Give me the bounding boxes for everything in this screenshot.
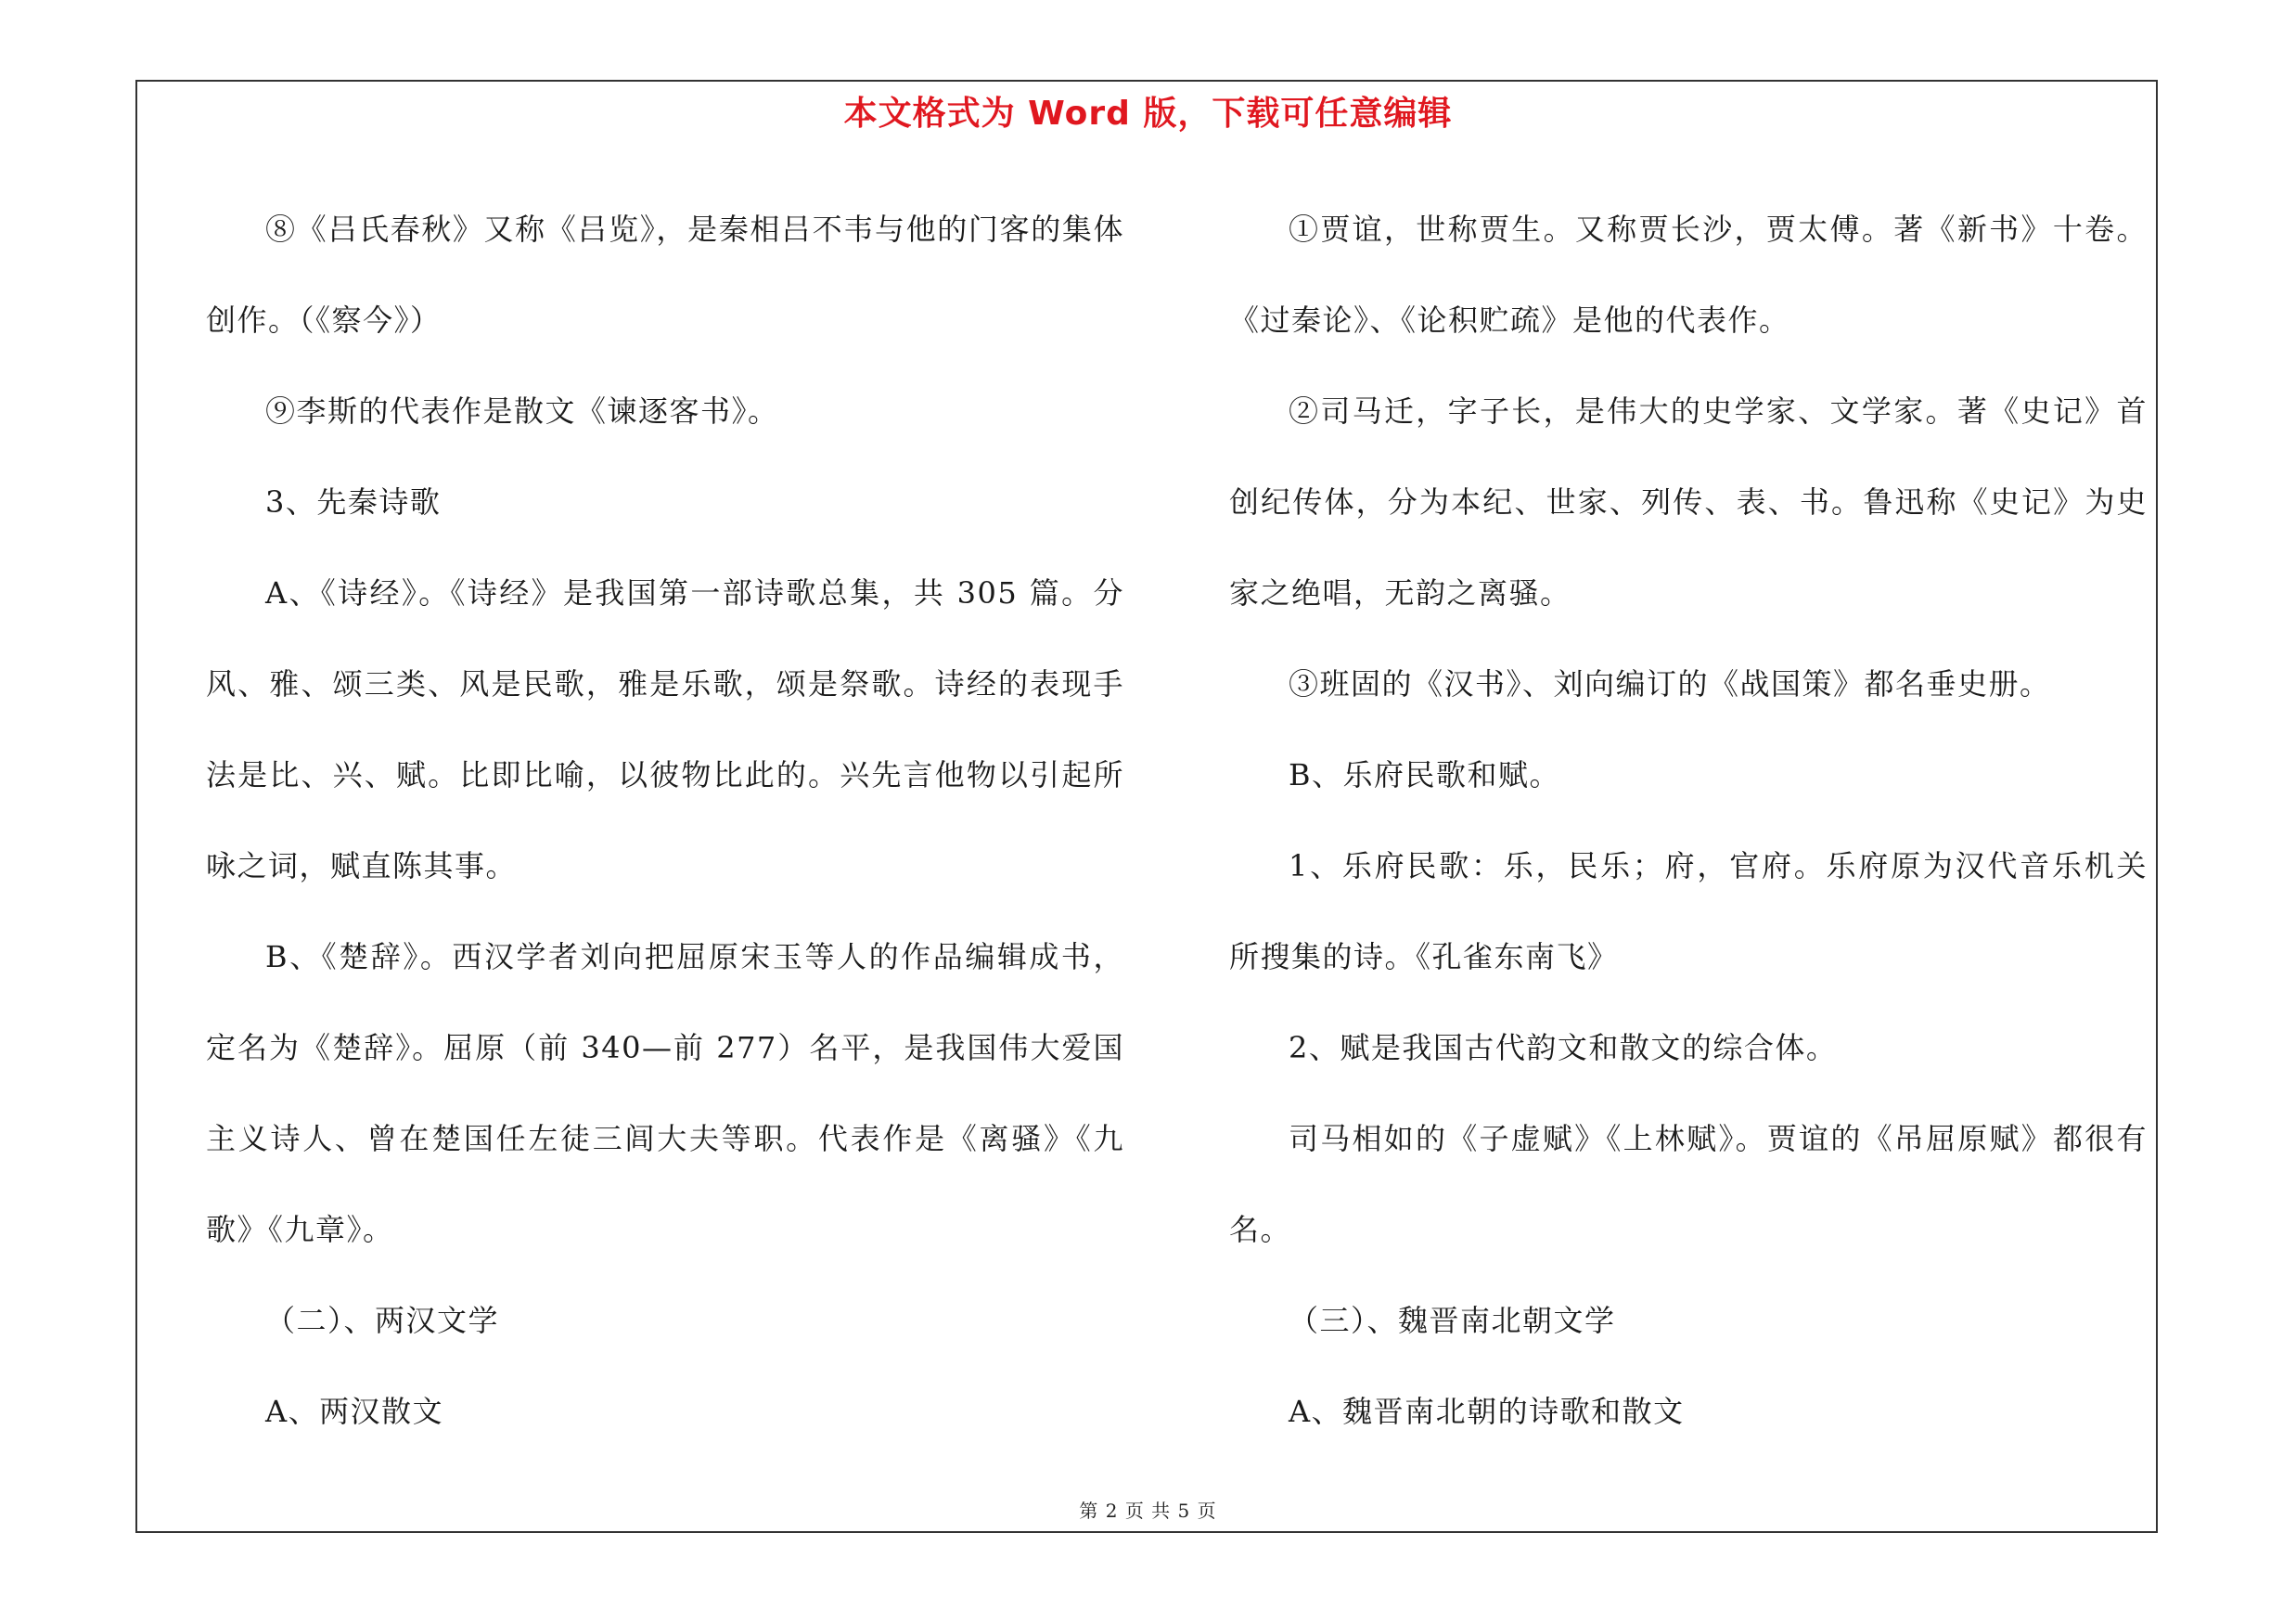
page-number-footer: 第 2 页 共 5 页: [1079, 1500, 1217, 1522]
section-heading: A、两汉散文: [265, 1394, 444, 1429]
section-heading: B、乐府民歌和赋。: [1289, 757, 1561, 792]
paragraph: B、《楚辞》。西汉学者刘向把屈原宋玉等人的作品编辑成书，定名为《楚辞》。屈原（前 340—前 277）名平，是我国伟大爱国主义诗人、曾在楚国任左徒三闾大夫等职。代表作是《离骚》《九歌》《九章》。: [206, 939, 1124, 1247]
left-column: [206, 184, 1124, 1457]
section-heading: A、魏晋南北朝的诗歌和散文: [1289, 1394, 1685, 1429]
paragraph: ①贾谊，世称贾生。又称贾长沙，贾太傅。著《新书》十卷。《过秦论》、《论积贮疏》是他的代表作。: [1229, 212, 2148, 338]
section-heading: （三）、魏晋南北朝文学: [1289, 1303, 1616, 1338]
paragraph: ②司马迁，字子长，是伟大的史学家、文学家。著《史记》首创纪传体，分为本纪、世家、列传、表、书。鲁迅称《史记》为史家之绝唱，无韵之离骚。: [1229, 393, 2148, 611]
paragraph: A、《诗经》。《诗经》是我国第一部诗歌总集，共 305 篇。分风、雅、颂三类、风是民歌，雅是乐歌，颂是祭歌。诗经的表现手法是比、兴、赋。比即比喻，以彼物比此的。兴先言他物以引起所咏之词，赋直陈其事。: [206, 575, 1124, 883]
paragraph: ⑨李斯的代表作是散文《谏逐客书》。: [265, 393, 779, 429]
paragraph: ③班固的《汉书》、刘向编订的《战国策》都名垂史册。: [1289, 666, 2051, 702]
format-banner: 本文格式为 Word 版，下载可任意编辑: [843, 95, 1453, 133]
paragraph: 2、赋是我国古代韵文和散文的综合体。: [1289, 1030, 1838, 1065]
paragraph: ⑧《吕氏春秋》又称《吕览》，是秦相吕不韦与他的门客的集体创作。（《察今》）: [206, 212, 1124, 338]
paragraph: 司马相如的《子虚赋》《上林赋》。贾谊的《吊屈原赋》都很有名。: [1229, 1121, 2148, 1247]
right-column: [1229, 184, 2148, 1457]
section-heading: 3、先秦诗歌: [265, 484, 442, 520]
section-heading: （二）、两汉文学: [265, 1303, 500, 1338]
paragraph: 1、乐府民歌：乐，民乐；府，官府。乐府原为汉代音乐机关所搜集的诗。《孔雀东南飞》: [1229, 848, 2148, 974]
